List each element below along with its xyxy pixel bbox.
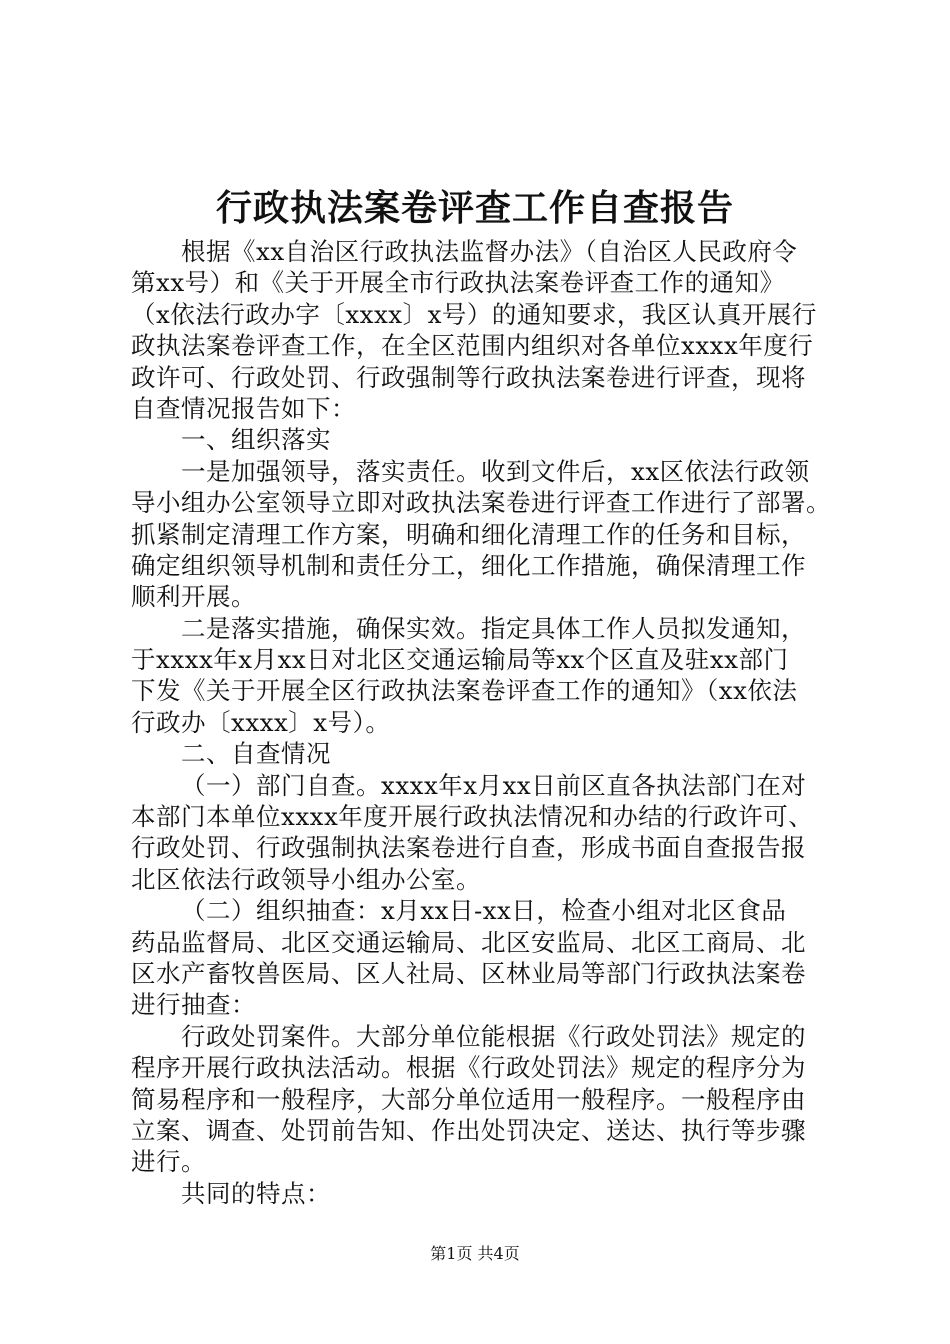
body-line: 一、组织落实 [181, 425, 331, 455]
body-line: 于xxxx年x月xx日对北区交通运输局等xx个区直及驻xx部门 [131, 645, 789, 675]
body-line: 二、自查情况 [181, 739, 331, 769]
body-line: 北区依法行政领导小组办公室。 [131, 864, 481, 894]
document-title: 行政执法案卷评查工作自查报告 [215, 187, 734, 229]
body-line: 一是加强领导，落实责任。收到文件后，xx区依法行政领 [181, 456, 810, 486]
body-line: 政许可、行政处罚、行政强制等行政执法案卷进行评查，现将 [131, 362, 806, 392]
body-line: 简易程序和一般程序，大部分单位适用一般程序。一般程序由 [131, 1084, 806, 1114]
body-line: 进行抽查： [131, 990, 256, 1020]
body-line: 进行。 [131, 1147, 206, 1177]
body-line: 二是落实措施，确保实效。指定具体工作人员拟发通知， [181, 613, 806, 643]
body-line: （一）部门自查。xxxx年x月xx日前区直各执法部门在对 [181, 770, 807, 800]
body-line: （二）组织抽查：x月xx日-xx日，检查小组对北区食品 [181, 896, 787, 926]
page-footer: 第1页 共4页 [430, 1244, 520, 1263]
body-line: 下发《关于开展全区行政执法案卷评查工作的通知》（xx依法 [131, 676, 798, 706]
body-line: 行政办〔xxxx〕x号）。 [131, 707, 391, 737]
body-line: 确定组织领导机制和责任分工，细化工作措施，确保清理工作 [131, 550, 806, 580]
body-line: （x依法行政办字〔xxxx〕x号）的通知要求，我区认真开展行 [131, 299, 817, 329]
body-line: 共同的特点： [181, 1178, 331, 1208]
body-line: 行政处罚、行政强制执法案卷进行自查，形成书面自查报告报 [131, 833, 806, 863]
body-line: 自查情况报告如下： [131, 393, 356, 423]
body-line: 第xx号）和《关于开展全市行政执法案卷评查工作的通知》 [131, 268, 785, 298]
body-line: 区水产畜牧兽医局、区人社局、区林业局等部门行政执法案卷 [131, 958, 806, 988]
body-line: 顺利开展。 [131, 582, 256, 612]
body-line: 抓紧制定清理工作方案，明确和细化清理工作的任务和目标， [131, 519, 806, 549]
body-line: 本部门本单位xxxx年度开展行政执法情况和办结的行政许可、 [131, 802, 814, 832]
body-line: 药品监督局、北区交通运输局、北区安监局、北区工商局、北 [131, 927, 806, 957]
body-line: 行政处罚案件。大部分单位能根据《行政处罚法》规定的 [181, 1021, 806, 1051]
body-line: 根据《xx自治区行政执法监督办法》（自治区人民政府令 [181, 237, 798, 266]
body-line: 立案、调查、处罚前告知、作出处罚决定、送达、执行等步骤 [131, 1115, 806, 1145]
body-line: 程序开展行政执法活动。根据《行政处罚法》规定的程序分为 [131, 1053, 806, 1083]
body-line: 政执法案卷评查工作，在全区范围内组织对各单位xxxx年度行 [131, 331, 814, 361]
document-body [131, 236, 843, 1209]
body-line: 导小组办公室领导立即对政执法案卷进行评查工作进行了部署。 [131, 488, 831, 518]
